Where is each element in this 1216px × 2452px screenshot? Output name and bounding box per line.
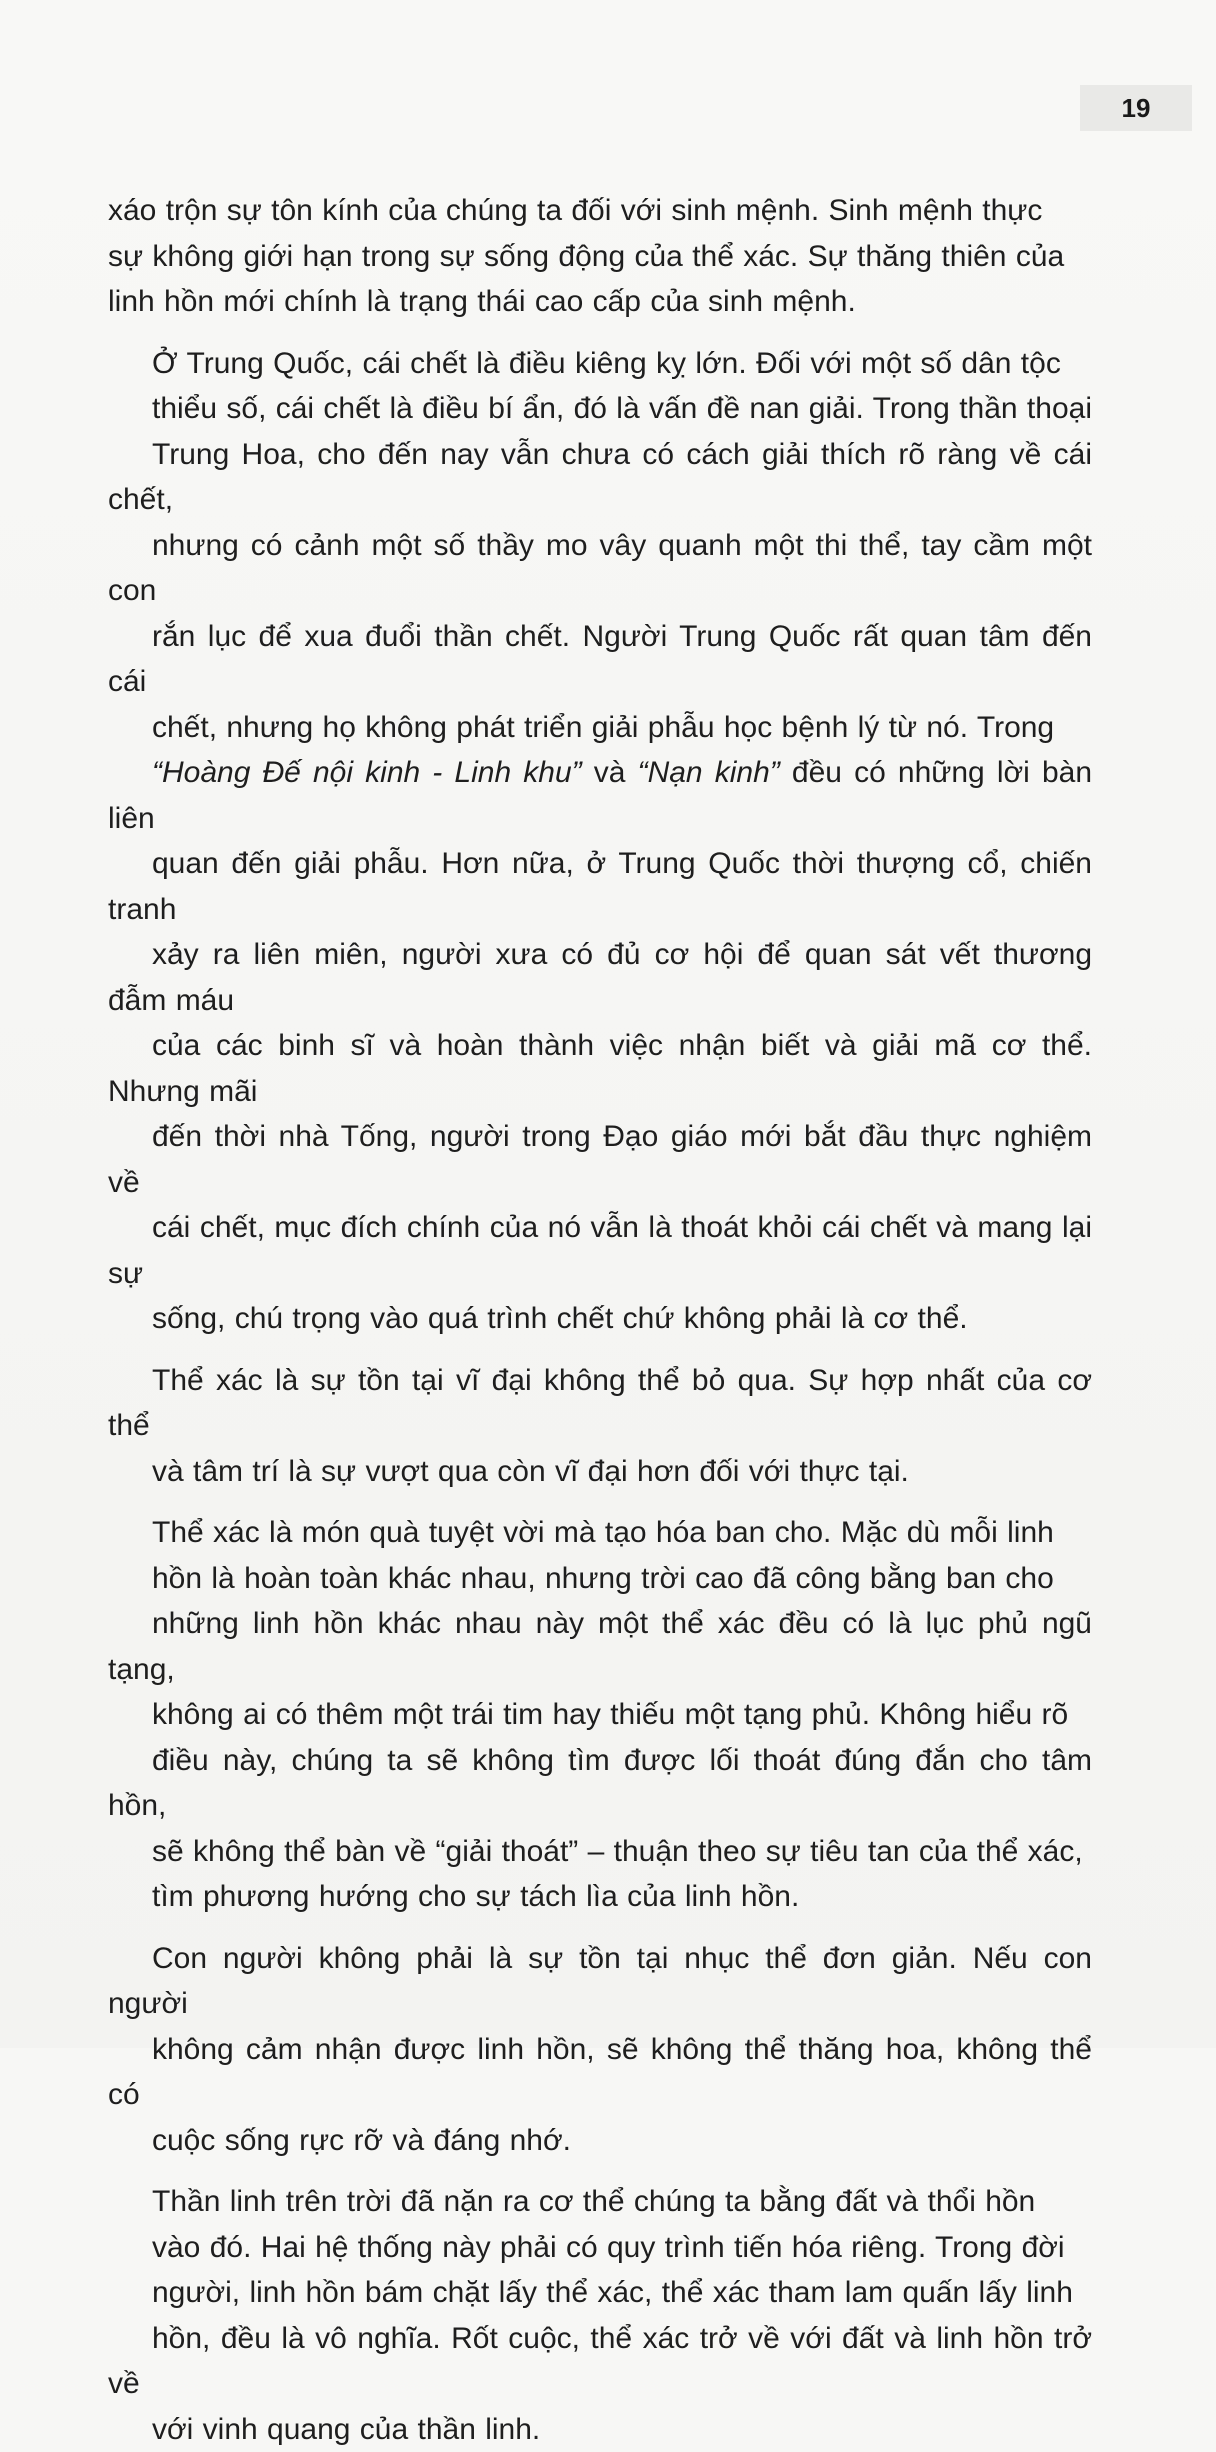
text-line: cái chết, mục đích chính của nó vẫn là thoát khỏi cái chết và mang lại sự [108, 1205, 1092, 1296]
text-line: điều này, chúng ta sẽ không tìm được lối thoát đúng đắn cho tâm hồn, [108, 1738, 1092, 1829]
page-number: 19 [1122, 93, 1151, 124]
text-line: xáo trộn sự tôn kính của chúng ta đối với sinh mệnh. Sinh mệnh thực [108, 188, 1092, 234]
text-line: Thần linh trên trời đã nặn ra cơ thể chúng ta bằng đất và thổi hồn [108, 2179, 1092, 2225]
text-line: xảy ra liên miên, người xưa có đủ cơ hội để quan sát vết thương đẫm máu [108, 932, 1092, 1023]
text-line: cuộc sống rực rỡ và đáng nhớ. [108, 2118, 1092, 2164]
text-line: rắn lục để xua đuổi thần chết. Người Trung Quốc rất quan tâm đến cái [108, 614, 1092, 705]
paragraph-3 [108, 1358, 1092, 1495]
text-line: Trung Hoa, cho đến nay vẫn chưa có cách giải thích rõ ràng về cái chết, [108, 432, 1092, 523]
text-line: linh hồn mới chính là trạng thái cao cấp của sinh mệnh. [108, 279, 1092, 325]
text-line: không ai có thêm một trái tim hay thiếu một tạng phủ. Không hiểu rõ [108, 1692, 1092, 1738]
text-line: người, linh hồn bám chặt lấy thể xác, thể xác tham lam quấn lấy linh [108, 2270, 1092, 2316]
text-line: sẽ không thể bàn về “giải thoát” – thuận theo sự tiêu tan của thể xác, [108, 1829, 1092, 1875]
text-line: Thể xác là sự tồn tại vĩ đại không thể bỏ qua. Sự hợp nhất của cơ thể [108, 1358, 1092, 1449]
text-line: vào đó. Hai hệ thống này phải có quy trình tiến hóa riêng. Trong đời [108, 2225, 1092, 2271]
paragraph-6 [108, 2179, 1092, 2452]
paragraph-4 [108, 1510, 1092, 1920]
text-line: chết, nhưng họ không phát triển giải phẫu học bệnh lý từ nó. Trong [108, 705, 1092, 751]
page-number-box [1080, 85, 1192, 131]
text-line: hồn là hoàn toàn khác nhau, nhưng trời cao đã công bằng ban cho [108, 1556, 1092, 1602]
text-line-with-titles [108, 750, 1092, 841]
book-title-italic: “Nạn kinh” [638, 756, 780, 789]
text-line: với vinh quang của thần linh. [108, 2407, 1092, 2452]
text-fragment: đều có những lời bàn liên [108, 756, 1092, 835]
text-line: Con người không phải là sự tồn tại nhục thể đơn giản. Nếu con người [108, 1936, 1092, 2027]
paragraph-1 [108, 188, 1092, 325]
text-line: tìm phương hướng cho sự tách lìa của linh hồn. [108, 1874, 1092, 1920]
text-line: quan đến giải phẫu. Hơn nữa, ở Trung Quốc thời thượng cổ, chiến tranh [108, 841, 1092, 932]
text-fragment: và [582, 756, 638, 789]
text-line: sự không giới hạn trong sự sống động của thể xác. Sự thăng thiên của [108, 234, 1092, 280]
text-line: Ở Trung Quốc, cái chết là điều kiêng kỵ lớn. Đối với một số dân tộc [108, 341, 1092, 387]
paragraph-2 [108, 341, 1092, 1342]
text-line: hồn, đều là vô nghĩa. Rốt cuộc, thể xác trở về với đất và linh hồn trở về [108, 2316, 1092, 2407]
paragraph-5 [108, 1936, 1092, 2164]
text-line: Thể xác là món quà tuyệt vời mà tạo hóa ban cho. Mặc dù mỗi linh [108, 1510, 1092, 1556]
text-line: không cảm nhận được linh hồn, sẽ không thể thăng hoa, không thể có [108, 2027, 1092, 2118]
text-line: thiểu số, cái chết là điều bí ẩn, đó là vấn đề nan giải. Trong thần thoại [108, 386, 1092, 432]
text-line: sống, chú trọng vào quá trình chết chứ không phải là cơ thể. [108, 1296, 1092, 1342]
text-line: nhưng có cảnh một số thầy mo vây quanh một thi thể, tay cầm một con [108, 523, 1092, 614]
text-line: của các binh sĩ và hoàn thành việc nhận biết và giải mã cơ thể. Nhưng mãi [108, 1023, 1092, 1114]
text-line: và tâm trí là sự vượt qua còn vĩ đại hơn đối với thực tại. [108, 1449, 1092, 1495]
text-line: những linh hồn khác nhau này một thể xác đều có là lục phủ ngũ tạng, [108, 1601, 1092, 1692]
book-title-italic: “Hoàng Đế nội kinh - Linh khu” [152, 756, 582, 789]
text-line: đến thời nhà Tống, người trong Đạo giáo mới bắt đầu thực nghiệm về [108, 1114, 1092, 1205]
text-body [108, 188, 1092, 2452]
